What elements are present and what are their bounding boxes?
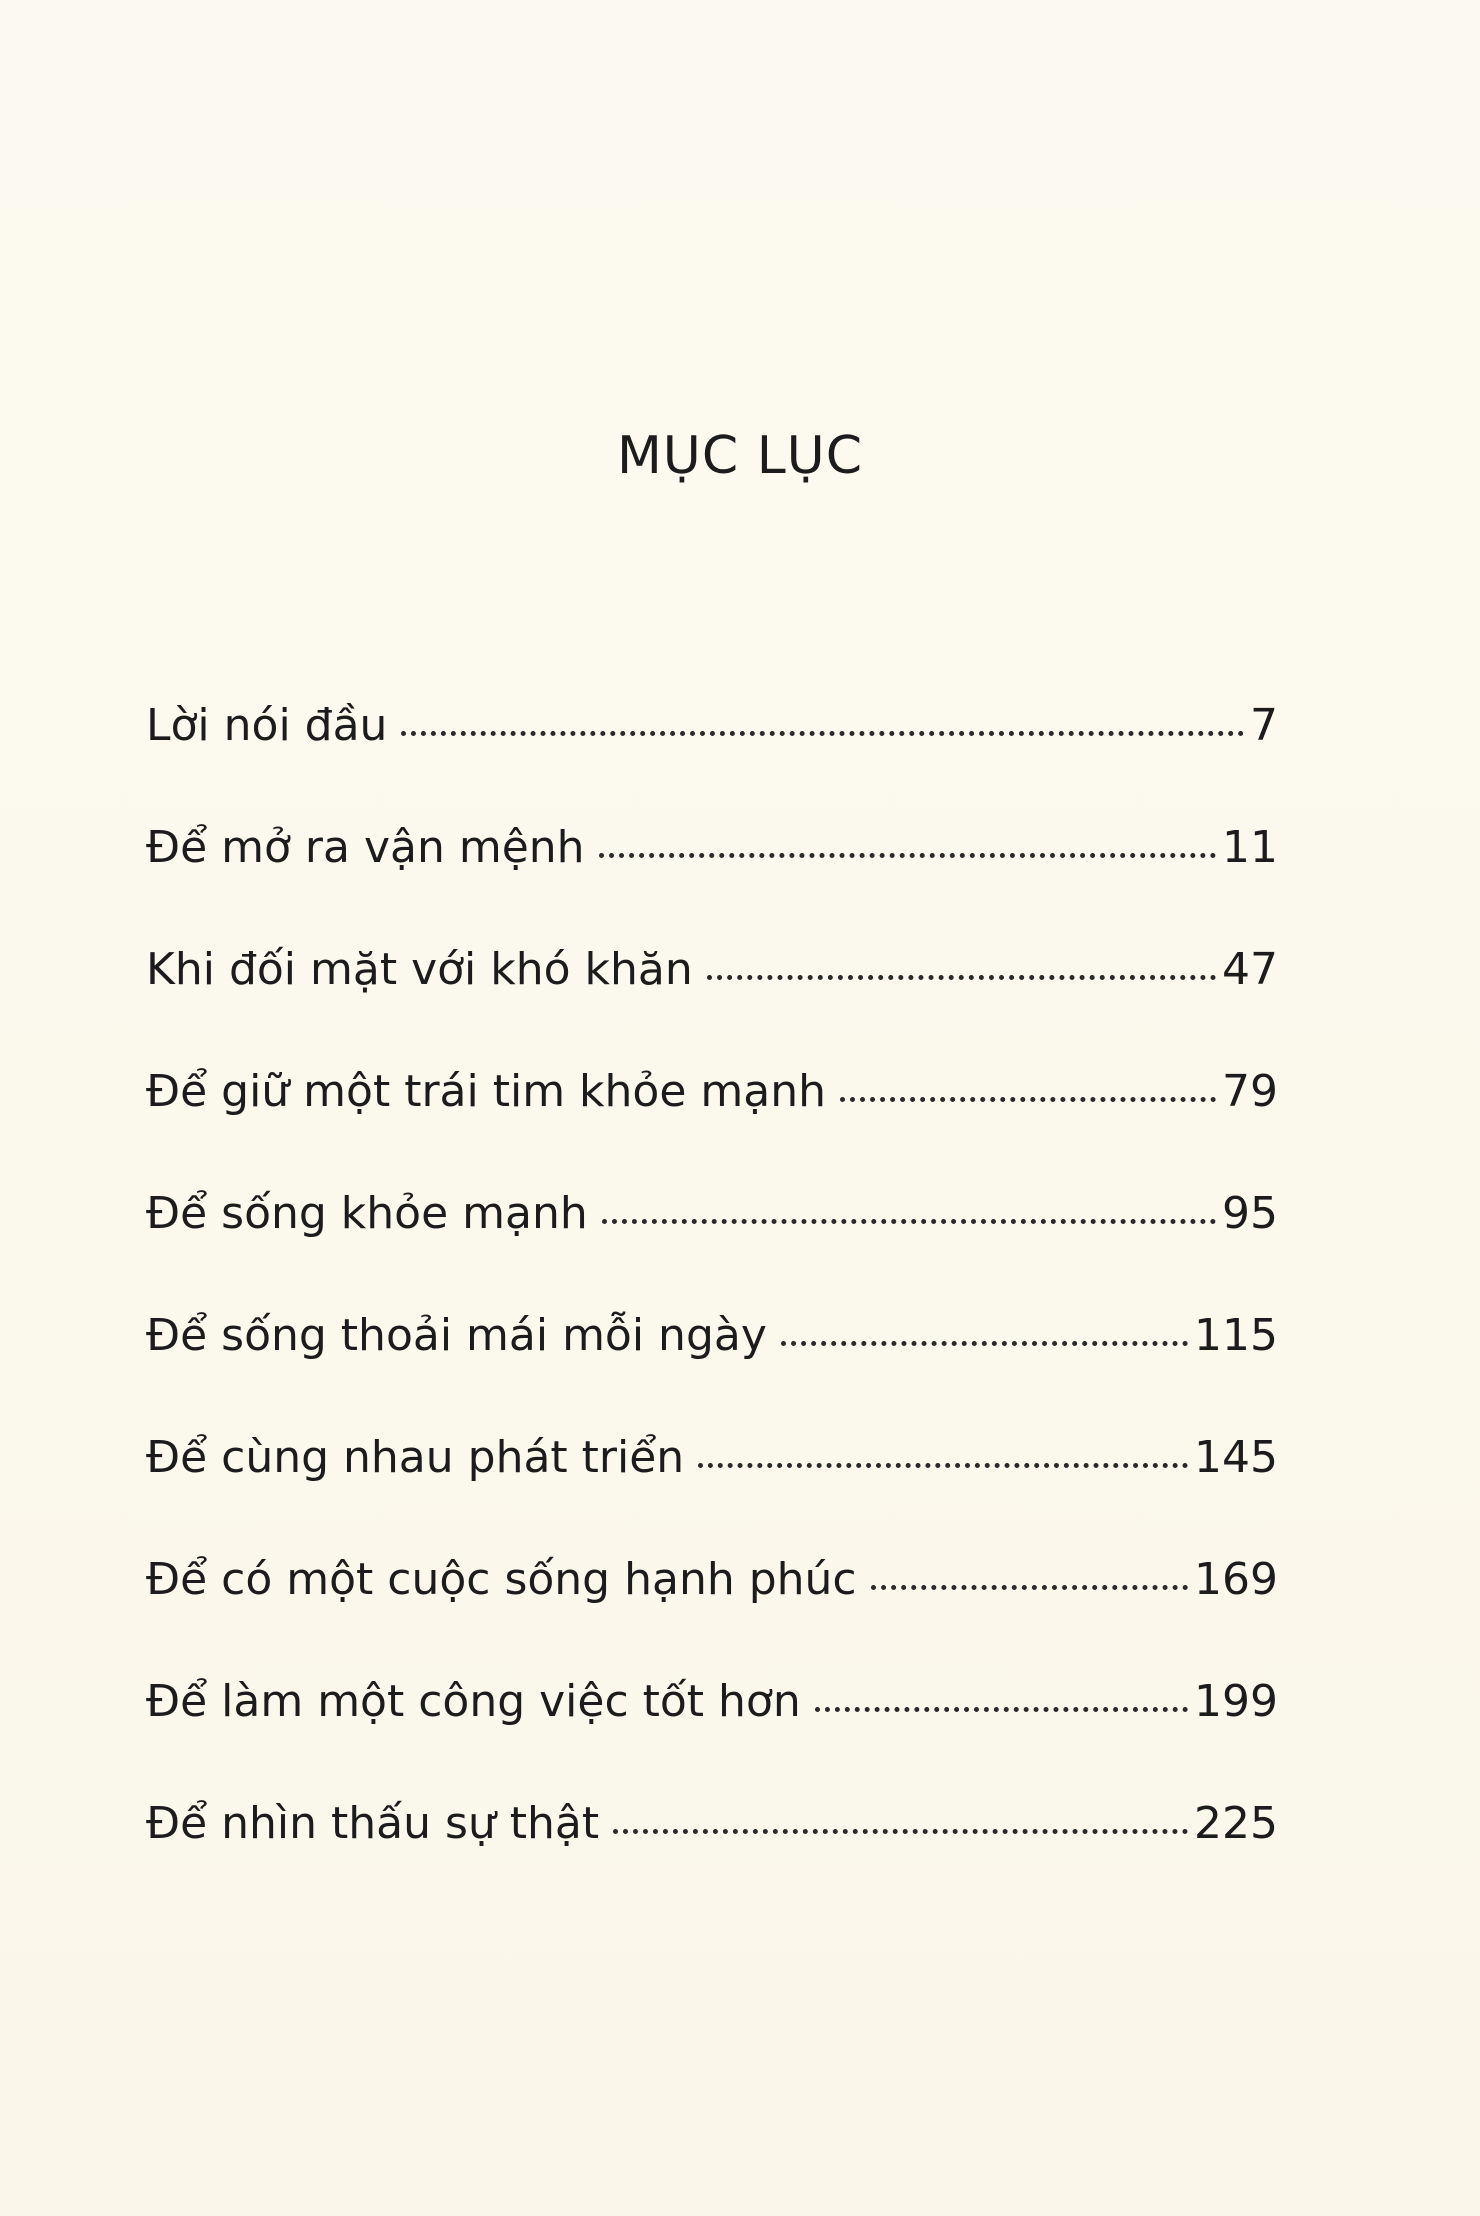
dot-leader [781,1341,1188,1346]
dot-leader [707,975,1216,980]
toc-entry-page: 115 [1194,1310,1278,1361]
toc-entry-page: 225 [1194,1798,1278,1849]
toc-entry-page: 11 [1222,822,1278,873]
dot-leader [602,1219,1216,1224]
toc-entry-page: 95 [1222,1188,1278,1239]
toc-entry [146,1554,1278,1676]
toc-entry-page: 79 [1222,1066,1278,1117]
toc-entry [146,822,1278,944]
toc-entry-page: 47 [1222,944,1278,995]
toc-entry-page: 7 [1250,700,1278,751]
toc-entry-title: Để mở ra vận mệnh [146,822,585,873]
dot-leader [613,1829,1188,1834]
toc-entry [146,1676,1278,1798]
toc-entry-title: Để cùng nhau phát triển [146,1432,685,1483]
toc-entry-page: 169 [1194,1554,1278,1605]
toc-entry [146,1066,1278,1188]
dot-leader [698,1463,1188,1468]
toc-entry [146,944,1278,1066]
toc-entry-title: Để có một cuộc sống hạnh phúc [146,1554,857,1605]
toc-entry [146,1798,1278,1920]
toc-entry-title: Để sống khỏe mạnh [146,1188,588,1239]
toc-entry [146,1310,1278,1432]
page-title: MỤC LỤC [616,426,864,486]
toc-entry [146,1432,1278,1554]
dot-leader [815,1707,1188,1712]
toc-entry-title: Để làm một công việc tốt hơn [146,1676,801,1727]
toc-entry-page: 199 [1194,1676,1278,1727]
dot-leader [840,1097,1216,1102]
toc-entry-title: Khi đối mặt với khó khăn [146,944,693,995]
toc-entry [146,1188,1278,1310]
dot-leader [871,1585,1188,1590]
toc-entry-title: Để giữ một trái tim khỏe mạnh [146,1066,826,1117]
dot-leader [599,853,1216,858]
toc-entry-page: 145 [1194,1432,1278,1483]
toc-entry-title: Để nhìn thấu sự thật [146,1798,600,1849]
toc-entry-title: Để sống thoải mái mỗi ngày [146,1310,767,1361]
dot-leader [401,731,1244,736]
toc-entry [146,700,1278,822]
toc-entry-title: Lời nói đầu [146,700,388,751]
table-of-contents [146,700,1278,1920]
